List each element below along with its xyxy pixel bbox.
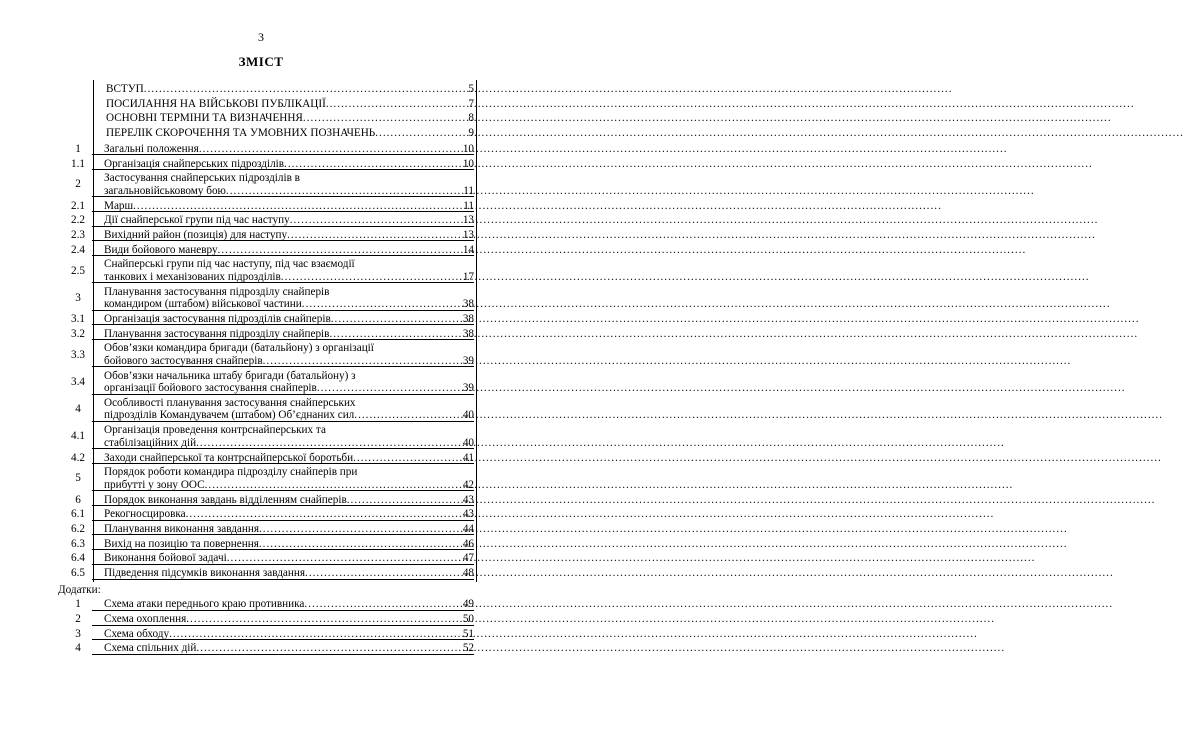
row-divider (92, 610, 474, 611)
entry-number: 5 (75, 472, 81, 485)
toc-section-entry (64, 370, 474, 395)
row-divider (92, 505, 474, 506)
entry-title: Виконання бойової задачі (104, 552, 227, 565)
toc-appendix-entry (64, 598, 474, 611)
toc-section-entry (64, 244, 474, 257)
toc-appendix-entry (64, 628, 474, 641)
entry-page-number: 46 (462, 537, 474, 550)
entry-page-number: 47 (462, 552, 474, 565)
entry-title: Загальні положення (104, 142, 199, 155)
entry-title: прибутті у зону ООС (104, 478, 205, 491)
entry-number: 2 (75, 612, 81, 625)
page-number: 3 (258, 30, 264, 44)
entry-page-number: 43 (462, 508, 474, 521)
entry-title: ВСТУП (106, 83, 144, 95)
entry-number: 6 (75, 493, 81, 506)
entry-title: Схема атаки переднього краю противника (104, 598, 305, 611)
entry-title: Порядок роботи командира підрозділу снайперів при (104, 466, 358, 479)
toc-section-entry (64, 508, 474, 521)
toc-intro-entry (64, 127, 474, 140)
row-divider (92, 625, 474, 626)
dot-leader (303, 112, 467, 125)
toc-section-entry (64, 200, 474, 213)
row-divider (92, 639, 474, 640)
entry-title: Вихідний район (позиція) для наступу (104, 228, 288, 241)
entry-title: Марш (104, 199, 134, 212)
row-divider (92, 169, 474, 170)
entry-page-number: 41 (462, 451, 474, 464)
row-divider (92, 463, 474, 464)
entry-page-number: 10 (462, 142, 474, 155)
entry-title: Обов’язки командира бригади (батальйону) з організації (104, 342, 374, 355)
row-divider (92, 366, 474, 367)
toc-section-entry (64, 286, 474, 311)
entry-title: командиром (штабом) військової частини (104, 298, 302, 311)
toc-section-entry (64, 452, 474, 465)
row-divider (92, 579, 474, 580)
toc-section-entry (64, 172, 474, 197)
row-divider (92, 421, 474, 422)
entry-title: Снайперські групи під час наступу, під час взаємодії (104, 258, 355, 271)
entry-page-number: 14 (462, 243, 474, 256)
entry-title: Організація застосування підрозділів снайперів (104, 312, 331, 325)
appendices-label: Додатки: (58, 583, 101, 596)
toc-section-entry (64, 143, 474, 156)
entry-page-number: 49 (462, 598, 474, 611)
entry-number: 2.4 (71, 243, 85, 256)
toc-section-entry (64, 466, 474, 491)
entry-page-number: 8 (468, 112, 474, 125)
dot-leader (375, 127, 466, 140)
row-divider (92, 196, 474, 197)
entry-number: 3.4 (71, 375, 85, 388)
entry-number: 2.1 (71, 199, 85, 212)
entry-title: стабілізаційних дій (104, 436, 197, 449)
entry-number: 1.1 (71, 157, 85, 170)
entry-page-number: 44 (462, 522, 474, 535)
row-divider (92, 240, 474, 241)
entry-page-number: 52 (462, 642, 474, 655)
entry-page-number: 43 (462, 493, 474, 506)
entry-page-number: 7 (468, 97, 474, 110)
entry-number: 2.5 (71, 264, 85, 277)
dot-leader (326, 98, 467, 111)
entry-number: 4.1 (71, 430, 85, 443)
entry-title: Види бойового маневру (104, 243, 218, 256)
entry-page-number: 11 (463, 199, 474, 212)
row-divider (92, 654, 474, 655)
row-divider (92, 490, 474, 491)
row-divider (92, 564, 474, 565)
entry-page-number: 38 (462, 327, 474, 340)
row-divider (92, 282, 474, 283)
toc-section-entry (64, 229, 474, 242)
toc-section-entry (64, 158, 474, 171)
entry-number: 2 (75, 178, 81, 191)
entry-title: організації бойового застосування снайперів (104, 382, 317, 395)
entry-title: Організація проведення контрснайперських та (104, 424, 326, 437)
entry-title: Заходи снайперської та контрснайперської боротьби (104, 451, 354, 464)
entry-number: 6.1 (71, 508, 85, 521)
entry-title: Планування виконання завдання (104, 522, 259, 535)
toc-section-entry (64, 397, 474, 422)
entry-number: 6.5 (71, 567, 85, 579)
entry-page-number: 9 (468, 127, 474, 140)
row-divider (92, 324, 474, 325)
entry-number: 6.2 (71, 522, 85, 535)
entry-page-number: 13 (462, 228, 474, 241)
entry-number: 1 (75, 598, 81, 611)
entry-title: ПЕРЕЛІК СКОРОЧЕННЯ ТА УМОВНИХ ПОЗНАЧЕНЬ (106, 127, 376, 140)
row-divider (92, 534, 474, 535)
entry-page-number: 38 (462, 312, 474, 325)
entry-number: 4 (75, 403, 81, 416)
toc-section-entry (64, 552, 474, 565)
row-divider (92, 549, 474, 550)
entry-title: Дії снайперської групи під час наступу (104, 214, 290, 227)
row-divider (92, 255, 474, 256)
toc-intro-entry (64, 83, 474, 96)
entry-title: Планування застосування підрозділу снайперів (104, 285, 330, 298)
entry-page-number: 38 (462, 298, 474, 311)
row-divider (92, 226, 474, 227)
entry-number: 3.2 (71, 327, 85, 340)
entry-number: 3.1 (71, 312, 85, 325)
entry-title: Застосування снайперських підрозділів в (104, 172, 300, 185)
entry-page-number: 51 (462, 627, 474, 640)
toc-section-entry (64, 567, 474, 580)
row-divider (92, 310, 474, 311)
entry-title: танкових і механізованих підрозділів (104, 270, 281, 283)
entry-title: Порядок виконання завдань відділенням снайперів (104, 493, 347, 506)
entry-page-number: 48 (462, 567, 474, 579)
entry-title: Схема охоплення (104, 612, 187, 625)
entry-title: підрозділів Командувачем (штабом) Об’єднаних сил (104, 409, 355, 422)
entry-number: 6.3 (71, 537, 85, 550)
entry-page-number: 40 (462, 436, 474, 449)
toc-section-entry (64, 313, 474, 326)
entry-title: Підведення підсумків виконання завдання (104, 567, 306, 579)
entry-page-number: 42 (462, 478, 474, 491)
row-divider (92, 154, 474, 155)
toc-intro-entry (64, 98, 474, 111)
entry-page-number: 39 (462, 354, 474, 367)
entry-page-number: 11 (463, 184, 474, 197)
toc-section-entry (64, 538, 474, 551)
toc-section-entry (64, 342, 474, 367)
entry-title: загальновійськовому бою (104, 184, 226, 197)
document-page (0, 0, 522, 750)
entry-number: 2.2 (71, 214, 85, 227)
entry-number: 3.3 (71, 348, 85, 361)
entry-title: Організація снайперських підрозділів (104, 157, 285, 170)
row-divider (92, 520, 474, 521)
entry-title: Рекогносцировка (104, 508, 186, 521)
toc-section-entry (64, 328, 474, 341)
entry-title: ПОСИЛАННЯ НА ВІЙСЬКОВІ ПУБЛІКАЦІЇ (106, 97, 326, 110)
entry-title: Схема обходу (104, 627, 170, 640)
dot-leader (144, 83, 467, 96)
row-divider (92, 211, 474, 212)
toc-heading: ЗМІСТ (238, 54, 284, 69)
toc-section-entry (64, 523, 474, 536)
entry-page-number: 5 (468, 83, 474, 95)
entry-page-number: 10 (462, 157, 474, 170)
toc-section-entry (64, 494, 474, 507)
entry-number: 1 (75, 142, 81, 155)
entry-title: Схема спільних дій (104, 642, 197, 655)
entry-title: Обов’язки начальника штабу бригади (батальйону) з (104, 369, 356, 382)
toc-appendix-entry (64, 642, 474, 655)
row-divider (92, 339, 474, 340)
entry-title: Особливості планування застосування снайперських (104, 396, 356, 409)
toc-section-entry (64, 214, 474, 227)
entry-number: 2.3 (71, 228, 85, 241)
entry-page-number: 39 (462, 382, 474, 395)
entry-title: Вихід на позицію та повернення (104, 537, 259, 550)
toc-intro-entry (64, 112, 474, 125)
row-divider (92, 448, 474, 449)
entry-title: Планування застосування підрозділу снайперів (104, 327, 330, 340)
toc-section-entry (64, 258, 474, 283)
entry-number: 6.4 (71, 552, 85, 565)
entry-number: 3 (75, 627, 81, 640)
row-divider (92, 394, 474, 395)
entry-title: ОСНОВНІ ТЕРМІНИ ТА ВИЗНАЧЕННЯ (106, 112, 303, 125)
entry-number: 3 (75, 291, 81, 304)
entry-title: бойового застосування снайперів (104, 354, 263, 367)
entry-number: 4.2 (71, 451, 85, 464)
entry-page-number: 40 (462, 409, 474, 422)
toc-section-entry (64, 424, 474, 449)
entry-page-number: 13 (462, 214, 474, 227)
entry-page-number: 50 (462, 612, 474, 625)
toc-appendix-entry (64, 613, 474, 626)
entry-number: 4 (75, 642, 81, 655)
entry-page-number: 17 (462, 270, 474, 283)
